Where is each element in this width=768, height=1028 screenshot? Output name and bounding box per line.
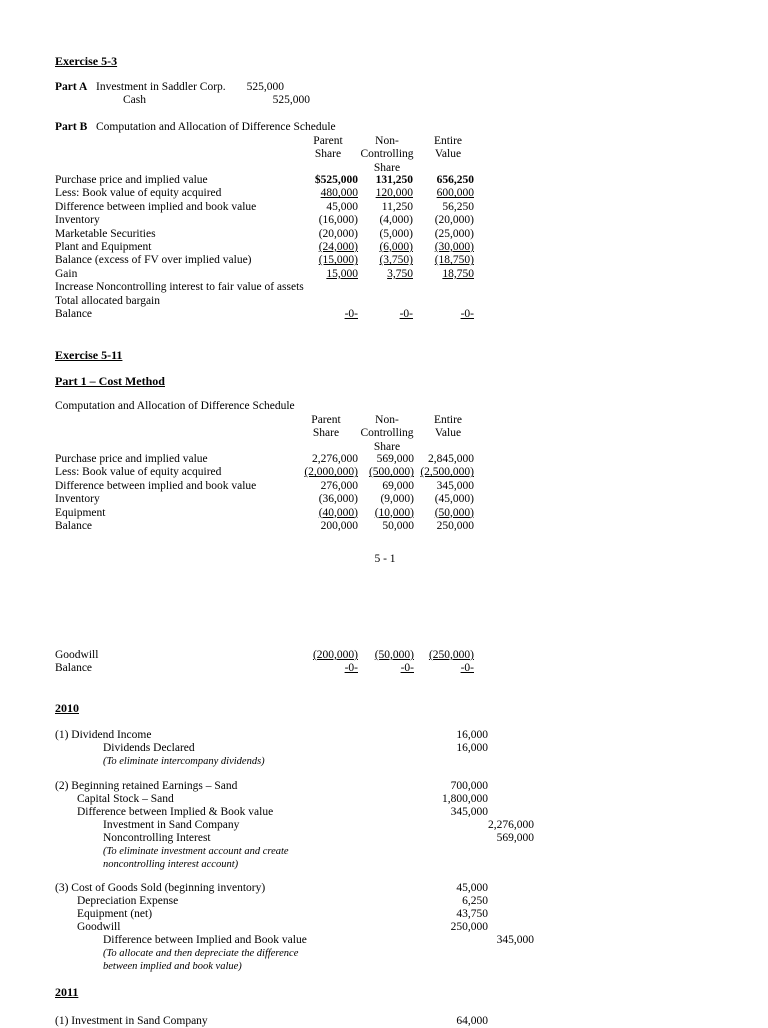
part-b-row-entire: 56,250 (442, 200, 474, 213)
entry-2010-3-note: (To allocate and then depreciate the difference (103, 948, 299, 959)
entry-2010-2-line: Noncontrolling Interest (103, 832, 211, 844)
part-b-row-entire: 600,000 (436, 187, 474, 200)
year-2010-title: 2010 (55, 701, 79, 715)
ex511-cont-row-nci: -0- (400, 662, 414, 675)
ex511-row-label: Difference between implied and book value (55, 479, 257, 492)
entry-2010-3-line: Depreciation Expense (77, 895, 179, 907)
part-b-row-entire: (20,000) (434, 214, 474, 227)
part-a-line2-text: Cash (123, 94, 146, 106)
page-number: 5 - 1 (374, 553, 396, 565)
ex511-row-label: Equipment (55, 506, 106, 519)
entry-2010-3-debit: 43,750 (456, 908, 488, 920)
part-b-row-nci: (6,000) (379, 241, 413, 253)
part-b-row-entire: -0- (460, 308, 474, 320)
part-b-label: Part B (55, 121, 88, 133)
ex511-cont-row-nci: (50,000) (374, 649, 414, 661)
ex511-row-nci: (9,000) (380, 493, 414, 506)
part-b-col-entire-header: Entire Value (433, 135, 463, 161)
ex511-col-nci-header: Non- Controlling Share (360, 414, 414, 453)
part-b-row-label: Less: Book value of equity acquired (55, 187, 222, 200)
part-a-line1-amount: 525,000 (246, 81, 284, 93)
exercise-5-11-title: Exercise 5-11 (55, 348, 123, 362)
part-a-label: Part A (55, 81, 88, 93)
part-b-row-entire: 18,750 (442, 267, 474, 280)
entry-2010-2-credit: 569,000 (496, 832, 534, 844)
part-b-row-parent: (16,000) (318, 214, 358, 227)
part-b-row-nci: (3,750) (379, 254, 413, 267)
part-b-row-nci: 11,250 (381, 200, 413, 213)
ex511-row-parent: 2,276,000 (312, 453, 358, 465)
ex511-row-parent: (36,000) (318, 493, 358, 506)
ex511-row-entire: 250,000 (436, 520, 474, 532)
part-b-row-parent: -0- (344, 308, 358, 320)
ex511-row-nci: 50,000 (382, 520, 414, 532)
part-b-row-label: Increase Noncontrolling interest to fair value of assets (55, 281, 304, 294)
entry-2010-3-line: Equipment (net) (77, 908, 153, 920)
part-b-row-label: Plant and Equipment (55, 241, 152, 253)
part-b-row-nci: 3,750 (387, 267, 413, 280)
part-b-row-label: Balance (55, 308, 93, 320)
part-b-row-label: Purchase price and implied value (55, 174, 208, 186)
ex511-row-entire: (2,500,000) (420, 466, 474, 479)
ex511-cont-row-parent: (200,000) (312, 649, 358, 661)
entry-2010-2-line: Difference between Implied & Book value (77, 806, 274, 818)
year-2011-title: 2011 (55, 985, 79, 999)
entry-2011-1-text: (1) Investment in Sand Company (55, 1015, 208, 1027)
ex511-cont-row-parent: -0- (344, 662, 358, 675)
part-b-col-parent-header: Parent Share (313, 135, 343, 161)
part-b-col-nci-header: Non- Controlling Share (360, 135, 414, 174)
entry-2010-2-debit: 1,800,000 (442, 793, 488, 805)
entry-2010-2-note: (To eliminate investment account and create (103, 846, 289, 857)
part-a-line2-amount: 525,000 (272, 94, 310, 106)
entry-2010-1-note: (To eliminate intercompany dividends) (103, 756, 265, 767)
entry-2010-3-line: (3) Cost of Goods Sold (beginning inventory) (55, 882, 266, 894)
entry-2010-3-line: Difference between Implied and Book value (103, 934, 307, 946)
ex511-cont-row-label: Goodwill (55, 649, 99, 661)
ex511-heading: Computation and Allocation of Difference Schedule (55, 400, 295, 412)
entry-2010-1-debit: 16,000 (456, 742, 488, 754)
ex511-row-label: Balance (55, 520, 93, 532)
ex511-row-nci: 69,000 (382, 479, 414, 492)
part-b-row-parent: (24,000) (318, 241, 358, 253)
ex511-cont-row-entire: (250,000) (428, 649, 474, 661)
part-b-row-nci: 131,250 (375, 174, 413, 186)
entry-2010-2-line: Capital Stock – Sand (77, 793, 174, 805)
part-b-row-nci: (4,000) (379, 214, 413, 227)
part-b-row-label: Balance (excess of FV over implied value) (55, 254, 252, 267)
entry-2010-2-note: noncontrolling interest account) (103, 859, 239, 870)
entry-2010-2-line: (2) Beginning retained Earnings – Sand (55, 780, 238, 792)
exercise-5-3-title: Exercise 5-3 (55, 54, 118, 68)
ex511-col-entire-header: Entire Value (433, 414, 463, 440)
part-b-row-parent: 15,000 (326, 267, 358, 280)
part-b-row-label: Total allocated bargain (55, 294, 160, 307)
entry-2010-3-debit: 45,000 (456, 882, 488, 894)
entry-2010-3-note: between implied and book value) (103, 961, 242, 972)
entry-2010-2-debit: 700,000 (450, 780, 488, 792)
part-b-row-entire: (30,000) (434, 241, 474, 253)
entry-2010-3-line: Goodwill (77, 921, 121, 933)
entry-2010-2-debit: 345,000 (450, 806, 488, 818)
ex511-row-entire: (50,000) (434, 506, 474, 519)
part-b-row-entire: 656,250 (436, 174, 474, 186)
part-b-row-parent: $525,000 (314, 174, 358, 186)
ex511-row-entire: 2,845,000 (428, 453, 474, 465)
part-b-row-parent: 45,000 (326, 200, 358, 213)
part-a-line1-text: Investment in Saddler Corp. (96, 81, 226, 93)
ex511-cont-row-entire: -0- (460, 662, 474, 675)
part-b-row-label: Gain (55, 267, 78, 280)
ex511-col-parent-header: Parent Share (311, 414, 341, 440)
part-b-row-nci: (5,000) (379, 227, 413, 240)
part-b-row-nci: -0- (399, 308, 413, 320)
part-b-row-nci: 120,000 (375, 187, 413, 200)
entry-2010-2-credit: 2,276,000 (488, 819, 534, 831)
ex511-row-nci: 569,000 (376, 453, 414, 465)
entry-2010-3-debit: 250,000 (450, 921, 488, 933)
part-b-row-label: Inventory (55, 214, 100, 227)
ex511-row-parent: (2,000,000) (304, 466, 358, 479)
entry-2010-3-debit: 6,250 (462, 895, 488, 907)
ex511-row-label: Inventory (55, 493, 100, 506)
entry-2011-1-debit: 64,000 (456, 1015, 488, 1027)
ex511-row-parent: 276,000 (320, 479, 358, 492)
part-b-row-parent: 480,000 (320, 187, 358, 200)
part-b-row-entire: (18,750) (434, 254, 474, 267)
entry-2010-2-line: Investment in Sand Company (103, 819, 240, 831)
ex511-row-entire: 345,000 (436, 479, 474, 492)
ex511-row-entire: (45,000) (434, 493, 474, 506)
part-b-row-entire: (25,000) (434, 227, 474, 240)
ex511-row-parent: (40,000) (318, 506, 358, 519)
entry-2010-1-line: Dividends Declared (103, 742, 195, 754)
ex511-row-label: Less: Book value of equity acquired (55, 466, 222, 479)
part1-cost-method-title: Part 1 – Cost Method (55, 374, 165, 388)
part-b-row-label: Marketable Securities (55, 227, 156, 240)
ex511-row-nci: (500,000) (368, 466, 414, 479)
entry-2010-1-debit: 16,000 (456, 729, 488, 741)
ex511-row-label: Purchase price and implied value (55, 453, 208, 465)
part-b-row-label: Difference between implied and book value (55, 200, 257, 213)
entry-2010-1-line: (1) Dividend Income (55, 729, 152, 741)
ex511-cont-row-label: Balance (55, 662, 93, 675)
ex511-row-parent: 200,000 (320, 520, 358, 532)
entry-2010-3-credit: 345,000 (496, 934, 534, 946)
part-b-heading: Computation and Allocation of Difference Schedule (96, 121, 336, 133)
part-b-row-parent: (15,000) (318, 254, 358, 267)
ex511-row-nci: (10,000) (374, 506, 414, 519)
part-b-row-parent: (20,000) (318, 227, 358, 240)
